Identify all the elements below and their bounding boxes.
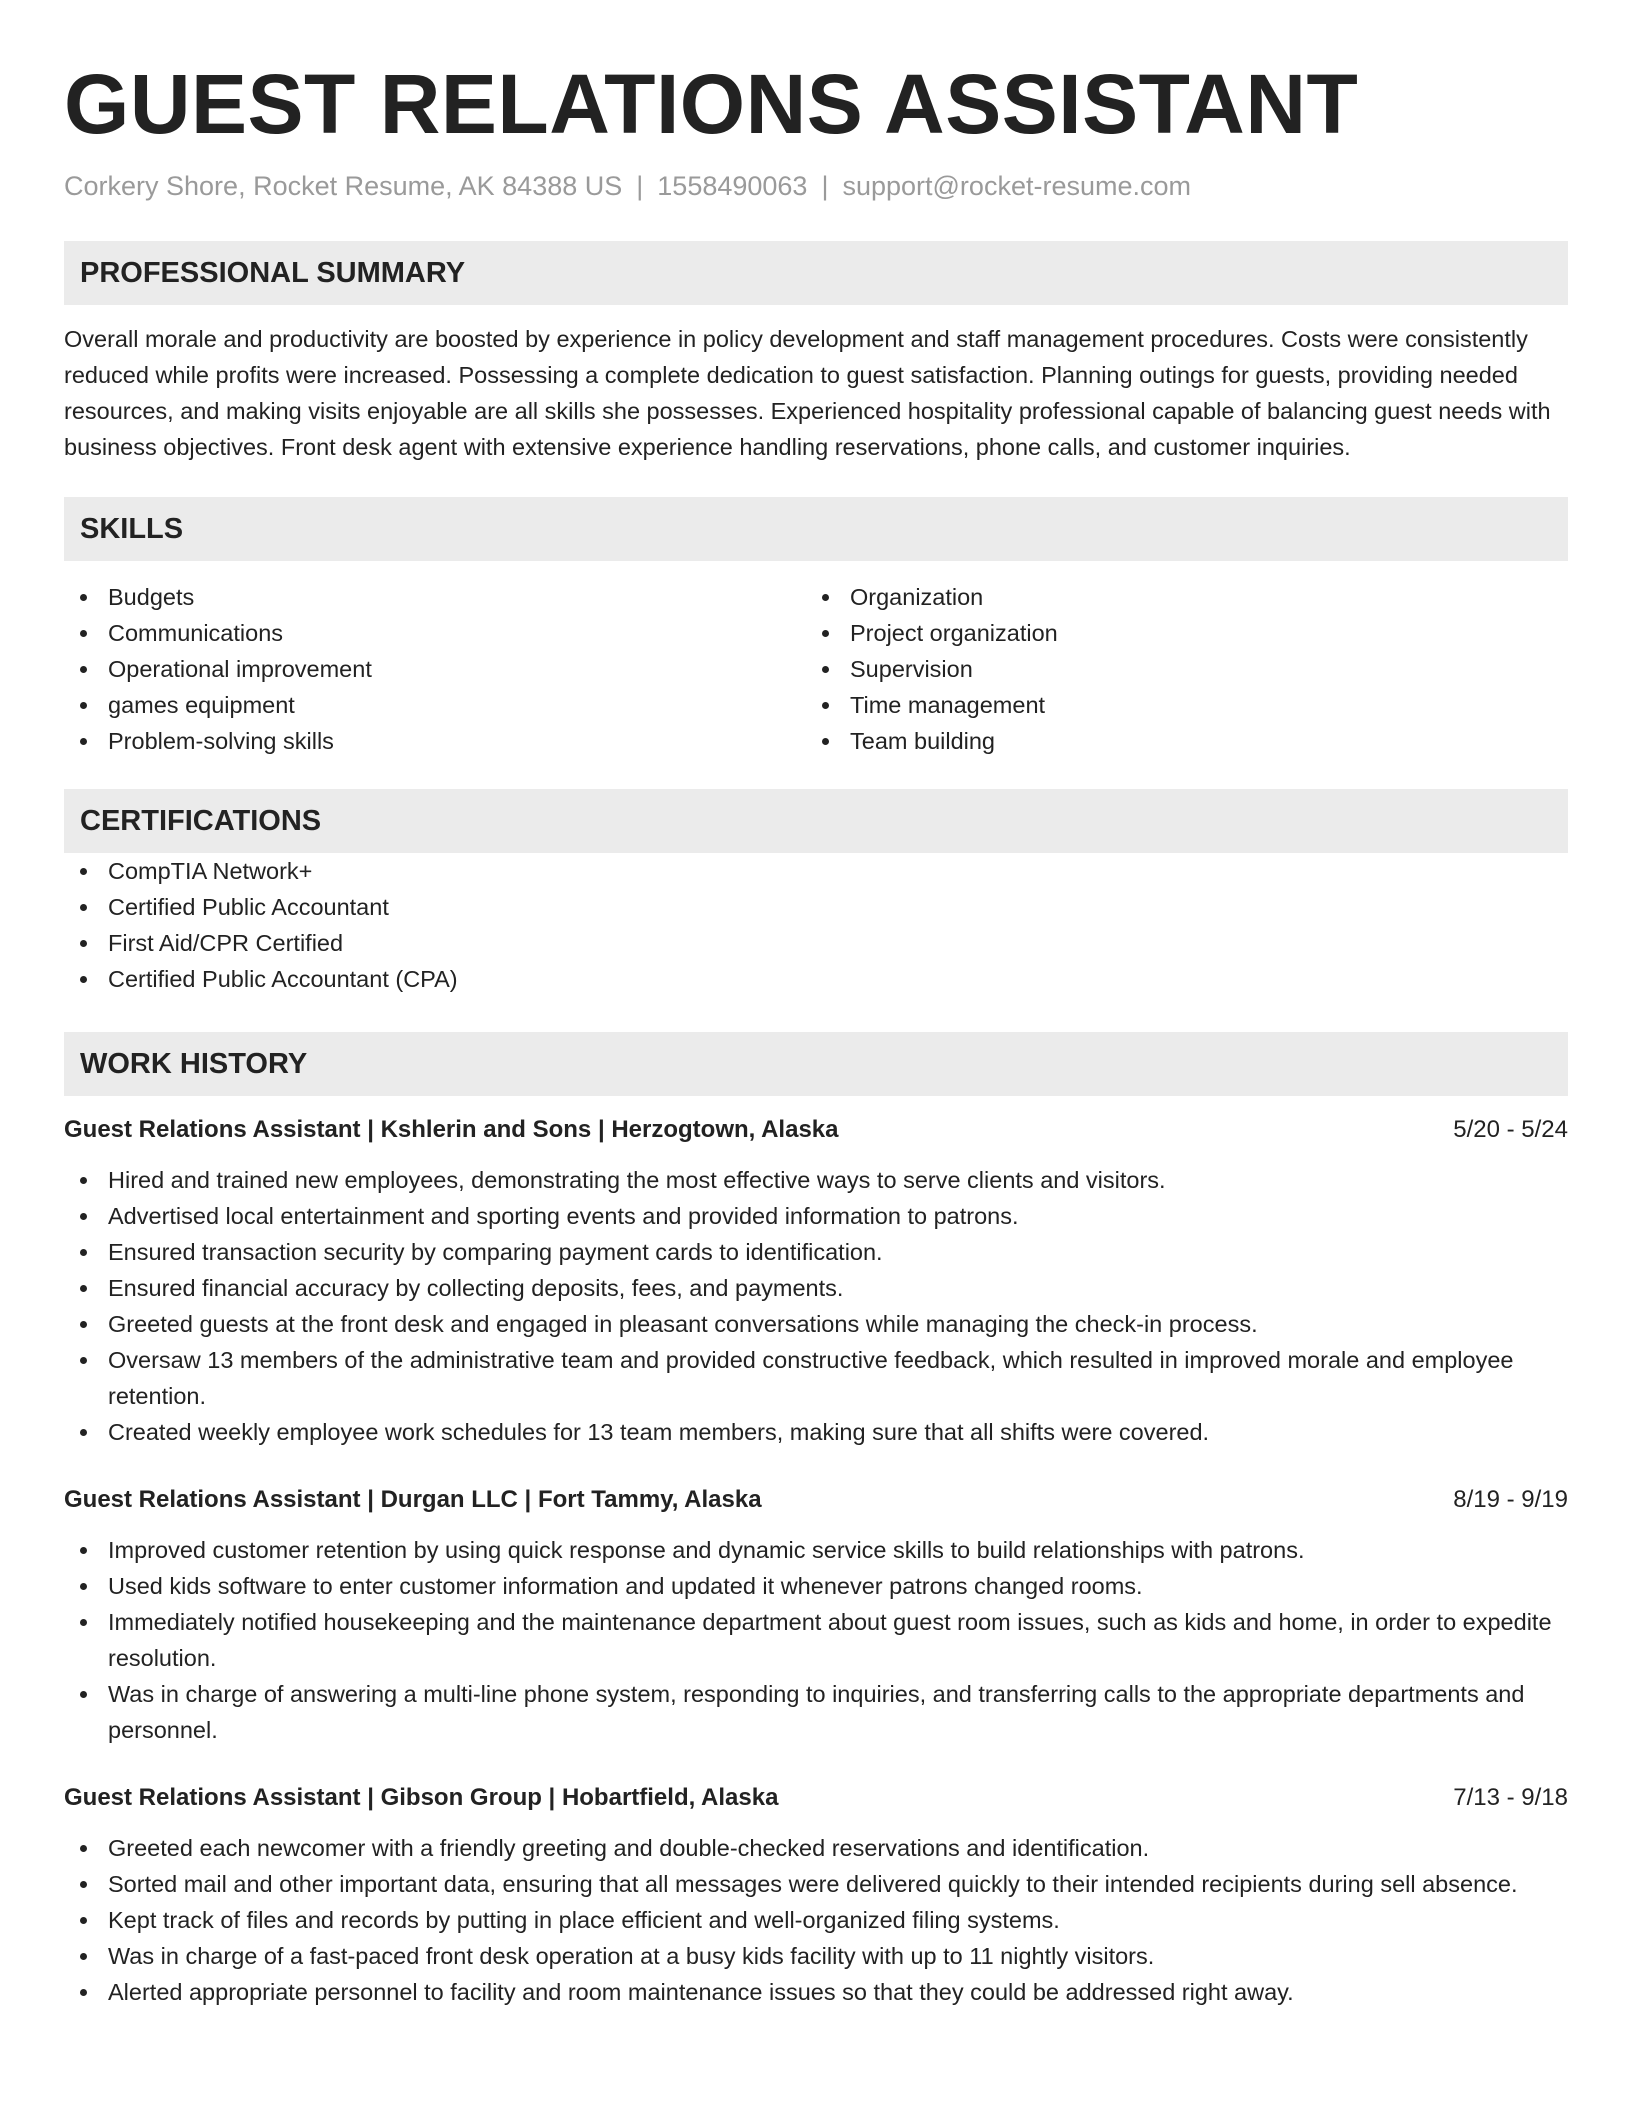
job-bullet: Was in charge of a fast-paced front desk operation at a busy kids facility with up to 11 nightly visitors. [64,1938,1568,1974]
job-bullet: Greeted each newcomer with a friendly greeting and double-checked reservations and identification. [64,1830,1568,1866]
job-bullet: Used kids software to enter customer information and updated it whenever patrons changed rooms. [64,1568,1568,1604]
summary-text: Overall morale and productivity are boosted by experience in policy development and staff management procedures. Costs were consistently reduced while profits were increased. Possessing a complete dedication to guest satisfaction. Planning outings for guests, providing needed resources, and making visits enjoyable are all skills she possesses. Experienced hospitality professional capable of balancing guest needs with business objectives. Front desk agent with extensive experience handling reservations, phone calls, and customer inquiries. [64,326,1551,460]
job-bullet: Hired and trained new employees, demonstrating the most effective ways to serve clients and visitors. [64,1162,1568,1198]
job-bullet-list [64,1162,1568,1450]
job-heading: Guest Relations Assistant | Gibson Group | Hobartfield, Alaska [64,1784,779,1811]
skill-item: Supervision [806,651,1548,687]
skills-left-list [64,579,806,759]
contact-separator: | [636,171,644,201]
certification-item: First Aid/CPR Certified [64,925,1568,961]
job-entry [64,1112,1568,1450]
contact-phone: 1558490063 [657,171,808,201]
job-bullet: Was in charge of answering a multi-line phone system, responding to inquiries, and transferring calls to the appropriate departments and personnel. [64,1676,1568,1748]
skills-columns [64,579,1568,759]
job-bullet: Immediately notified housekeeping and the maintenance department about guest room issues, such as kids and home, in order to expedite resolution. [64,1604,1568,1676]
certifications-section-header: CERTIFICATIONS [64,789,1568,853]
skill-item: Team building [806,723,1548,759]
skill-item: Operational improvement [64,651,806,687]
job-entry [64,1780,1568,2010]
job-header [64,1780,1568,1816]
contact-address: Corkery Shore, Rocket Resume, AK 84388 US [64,171,623,201]
work-history-section-header: WORK HISTORY [64,1032,1568,1096]
job-dates: 5/20 - 5/24 [1453,1116,1568,1143]
contact-email: support@rocket-resume.com [842,171,1191,201]
job-bullet-list [64,1532,1568,1748]
certification-item: Certified Public Accountant (CPA) [64,961,1568,997]
job-heading: Guest Relations Assistant | Durgan LLC | Fort Tammy, Alaska [64,1486,762,1513]
certification-item: CompTIA Network+ [64,853,1568,889]
skill-item: Project organization [806,615,1548,651]
summary-section-header: PROFESSIONAL SUMMARY [64,241,1568,305]
skills-right-list [806,579,1548,759]
skill-item: Problem-solving skills [64,723,806,759]
job-header [64,1482,1568,1518]
job-bullet: Greeted guests at the front desk and engaged in pleasant conversations while managing the check-in process. [64,1306,1568,1342]
job-dates: 8/19 - 9/19 [1453,1486,1568,1513]
job-bullet: Created weekly employee work schedules for 13 team members, making sure that all shifts were covered. [64,1414,1568,1450]
contact-line [64,168,1568,204]
skill-item: Communications [64,615,806,651]
job-heading: Guest Relations Assistant | Kshlerin and Sons | Herzogtown, Alaska [64,1116,839,1143]
skill-item: Time management [806,687,1548,723]
job-bullet: Advertised local entertainment and sporting events and provided information to patrons. [64,1198,1568,1234]
job-bullet: Improved customer retention by using quick response and dynamic service skills to build relationships with patrons. [64,1532,1568,1568]
skill-item: games equipment [64,687,806,723]
skill-item: Organization [806,579,1548,615]
job-bullet: Ensured transaction security by comparing payment cards to identification. [64,1234,1568,1270]
job-bullet: Alerted appropriate personnel to facility and room maintenance issues so that they could be addressed right away. [64,1974,1568,2010]
job-header [64,1112,1568,1148]
job-bullet-list [64,1830,1568,2010]
skills-section-header: SKILLS [64,497,1568,561]
job-dates: 7/13 - 9/18 [1453,1784,1568,1811]
job-entry [64,1482,1568,1748]
job-bullet: Kept track of files and records by putting in place efficient and well-organized filing systems. [64,1902,1568,1938]
job-bullet: Oversaw 13 members of the administrative team and provided constructive feedback, which resulted in improved morale and employee retention. [64,1342,1568,1414]
contact-separator: | [821,171,829,201]
skill-item: Budgets [64,579,806,615]
job-bullet: Sorted mail and other important data, ensuring that all messages were delivered quickly to their intended recipients during sell absence. [64,1866,1568,1902]
certification-item: Certified Public Accountant [64,889,1568,925]
job-bullet: Ensured financial accuracy by collecting deposits, fees, and payments. [64,1270,1568,1306]
resume-name-heading: GUEST RELATIONS ASSISTANT [64,57,1359,151]
certifications-list [64,853,1568,997]
